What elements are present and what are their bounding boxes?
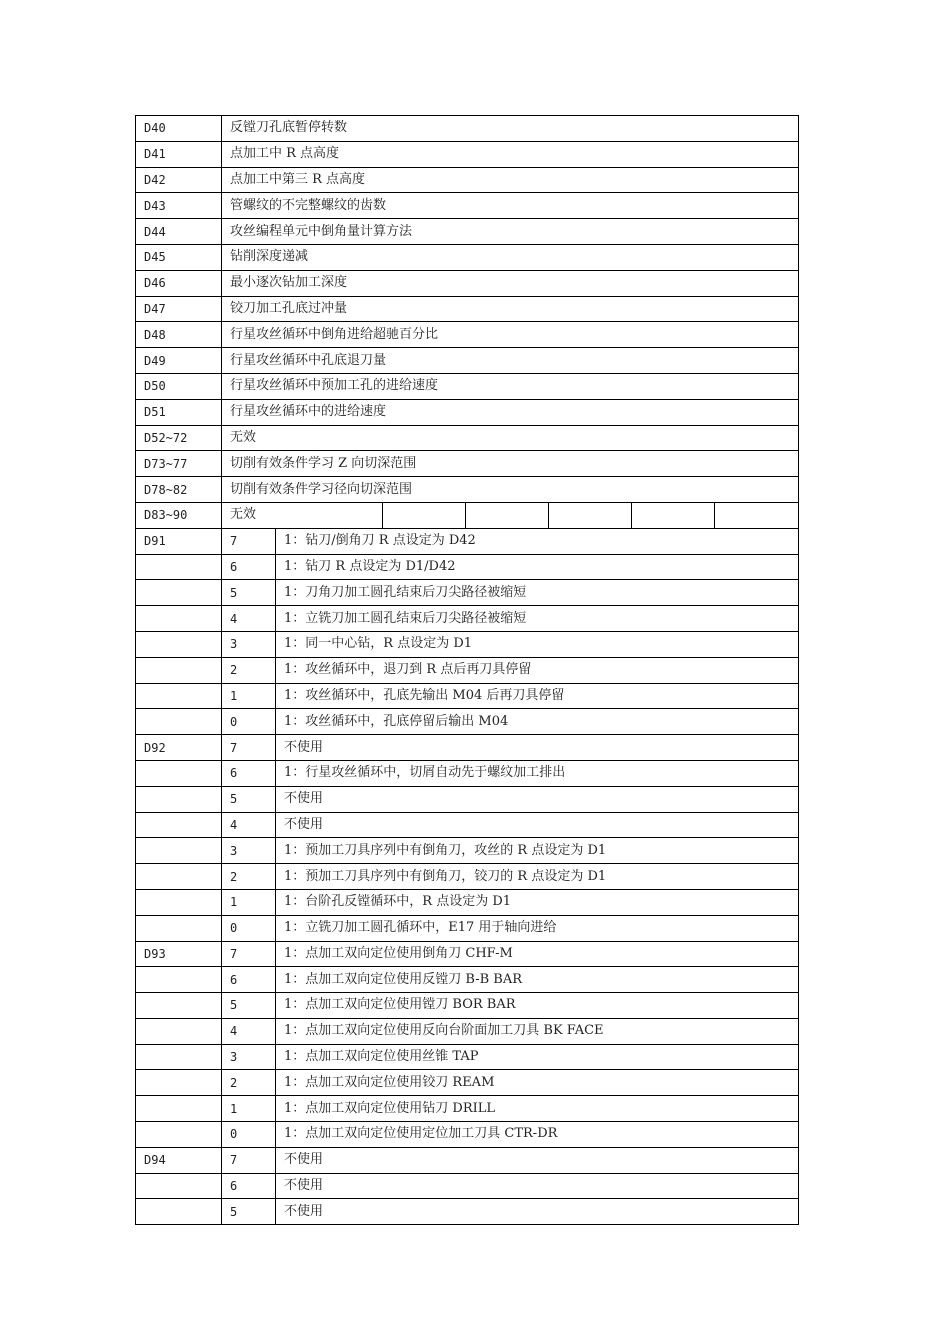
param-code-cell: D94 <box>136 1147 222 1173</box>
param-code-cell: D50 <box>136 373 222 399</box>
table-row <box>136 760 799 786</box>
param-code-cell: D83~90 <box>136 502 222 528</box>
bit-desc-cell: 不使用 <box>276 1173 799 1199</box>
bit-desc-cell: 1：刀角刀加工圆孔结束后刀尖路径被缩短 <box>276 580 799 606</box>
param-code-cell <box>136 967 222 993</box>
bit-number-cell: 4 <box>222 606 276 632</box>
empty-cell <box>383 502 466 528</box>
param-code-cell <box>136 1044 222 1070</box>
bit-number-cell: 4 <box>222 1018 276 1044</box>
empty-cell <box>549 502 632 528</box>
table-row <box>136 244 799 270</box>
param-desc-cell: 管螺纹的不完整螺纹的齿数 <box>222 193 799 219</box>
empty-cell <box>715 502 799 528</box>
param-code-cell: D42 <box>136 167 222 193</box>
bit-desc-cell: 1：立铣刀加工圆孔结束后刀尖路径被缩短 <box>276 606 799 632</box>
param-desc-cell: 切削有效条件学习径向切深范围 <box>222 477 799 503</box>
param-code-cell <box>136 1173 222 1199</box>
table-row <box>136 1070 799 1096</box>
param-code-cell <box>136 1096 222 1122</box>
table-row <box>136 1096 799 1122</box>
table-row <box>136 1147 799 1173</box>
bit-number-cell: 0 <box>222 709 276 735</box>
table-row <box>136 786 799 812</box>
bit-desc-cell: 1：台阶孔反镗循环中，R 点设定为 D1 <box>276 889 799 915</box>
param-code-cell: D48 <box>136 322 222 348</box>
param-desc-cell: 最小逐次钻加工深度 <box>222 270 799 296</box>
table-row <box>136 1173 799 1199</box>
table-row <box>136 941 799 967</box>
param-code-cell <box>136 580 222 606</box>
bit-number-cell: 6 <box>222 760 276 786</box>
param-code-cell <box>136 1070 222 1096</box>
bit-desc-cell: 1：点加工双向定位使用定位加工刀具 CTR-DR <box>276 1122 799 1148</box>
param-code-cell: D47 <box>136 296 222 322</box>
table-row <box>136 219 799 245</box>
table-row <box>136 709 799 735</box>
table-row <box>136 477 799 503</box>
bit-desc-cell: 不使用 <box>276 735 799 761</box>
param-code-cell: D73~77 <box>136 451 222 477</box>
param-code-cell: D40 <box>136 116 222 142</box>
param-code-cell <box>136 606 222 632</box>
bit-desc-cell: 1：钻刀/倒角刀 R 点设定为 D42 <box>276 528 799 554</box>
param-code-cell <box>136 709 222 735</box>
empty-cell <box>632 502 715 528</box>
table-row <box>136 373 799 399</box>
table-row <box>136 554 799 580</box>
bit-desc-cell: 1：同一中心钻，R 点设定为 D1 <box>276 631 799 657</box>
param-code-cell <box>136 786 222 812</box>
param-desc-cell: 点加工中 R 点高度 <box>222 141 799 167</box>
bit-number-cell: 5 <box>222 993 276 1019</box>
bit-desc-cell: 1：攻丝循环中，退刀到 R 点后再刀具停留 <box>276 657 799 683</box>
bit-number-cell: 7 <box>222 528 276 554</box>
param-code-cell: D91 <box>136 528 222 554</box>
bit-number-cell: 7 <box>222 735 276 761</box>
param-code-cell: D92 <box>136 735 222 761</box>
param-desc-cell: 行星攻丝循环中的进给速度 <box>222 399 799 425</box>
bit-number-cell: 3 <box>222 1044 276 1070</box>
param-code-cell: D51 <box>136 399 222 425</box>
param-code-cell <box>136 760 222 786</box>
param-code-cell <box>136 631 222 657</box>
table-row <box>136 631 799 657</box>
param-code-cell <box>136 838 222 864</box>
param-code-cell <box>136 864 222 890</box>
bit-desc-cell: 1：点加工双向定位使用镗刀 BOR BAR <box>276 993 799 1019</box>
table-row <box>136 915 799 941</box>
param-code-cell <box>136 657 222 683</box>
table-body <box>136 116 799 1225</box>
bit-desc-cell: 不使用 <box>276 812 799 838</box>
bit-number-cell: 1 <box>222 683 276 709</box>
table-row <box>136 1018 799 1044</box>
table-row <box>136 864 799 890</box>
bit-number-cell: 2 <box>222 864 276 890</box>
bit-desc-cell: 1：钻刀 R 点设定为 D1/D42 <box>276 554 799 580</box>
bit-number-cell: 7 <box>222 941 276 967</box>
bit-desc-cell: 1：预加工刀具序列中有倒角刀，铰刀的 R 点设定为 D1 <box>276 864 799 890</box>
param-code-cell: D78~82 <box>136 477 222 503</box>
table-row <box>136 657 799 683</box>
bit-number-cell: 3 <box>222 838 276 864</box>
param-code-cell <box>136 1018 222 1044</box>
bit-desc-cell: 1：攻丝循环中，孔底先输出 M04 后再刀具停留 <box>276 683 799 709</box>
empty-cell <box>466 502 549 528</box>
table-row <box>136 580 799 606</box>
param-desc-cell: 反镗刀孔底暂停转数 <box>222 116 799 142</box>
table-row <box>136 967 799 993</box>
bit-desc-cell: 1：点加工双向定位使用丝锥 TAP <box>276 1044 799 1070</box>
bit-number-cell: 6 <box>222 967 276 993</box>
table-row <box>136 1199 799 1225</box>
param-code-cell: D44 <box>136 219 222 245</box>
bit-desc-cell: 1：立铣刀加工圆孔循环中，E17 用于轴向进给 <box>276 915 799 941</box>
table-row <box>136 451 799 477</box>
param-code-cell: D41 <box>136 141 222 167</box>
param-code-cell <box>136 1122 222 1148</box>
table-row <box>136 606 799 632</box>
table-row <box>136 167 799 193</box>
param-code-cell: D52~72 <box>136 425 222 451</box>
bit-desc-cell: 1：行星攻丝循环中，切屑自动先于螺纹加工排出 <box>276 760 799 786</box>
bit-desc-cell: 1：点加工双向定位使用倒角刀 CHF-M <box>276 941 799 967</box>
bit-desc-cell: 不使用 <box>276 786 799 812</box>
bit-number-cell: 5 <box>222 580 276 606</box>
param-code-cell <box>136 812 222 838</box>
bit-number-cell: 5 <box>222 1199 276 1225</box>
bit-number-cell: 6 <box>222 554 276 580</box>
bit-number-cell: 0 <box>222 1122 276 1148</box>
param-code-cell <box>136 993 222 1019</box>
bit-desc-cell: 1：点加工双向定位使用钻刀 DRILL <box>276 1096 799 1122</box>
bit-number-cell: 1 <box>222 889 276 915</box>
table-row <box>136 889 799 915</box>
param-code-cell: D45 <box>136 244 222 270</box>
bit-desc-cell: 1：预加工刀具序列中有倒角刀，攻丝的 R 点设定为 D1 <box>276 838 799 864</box>
bit-number-cell: 2 <box>222 657 276 683</box>
param-code-cell <box>136 889 222 915</box>
table-row <box>136 838 799 864</box>
bit-desc-cell: 1：点加工双向定位使用反镗刀 B-B BAR <box>276 967 799 993</box>
param-code-cell <box>136 683 222 709</box>
table-row <box>136 399 799 425</box>
table-row <box>136 993 799 1019</box>
param-code-cell <box>136 1199 222 1225</box>
bit-desc-cell: 不使用 <box>276 1199 799 1225</box>
param-code-cell <box>136 554 222 580</box>
bit-number-cell: 1 <box>222 1096 276 1122</box>
table-row <box>136 1044 799 1070</box>
bit-desc-cell: 1：攻丝循环中，孔底停留后输出 M04 <box>276 709 799 735</box>
table-row <box>136 348 799 374</box>
param-code-cell: D43 <box>136 193 222 219</box>
bit-number-cell: 5 <box>222 786 276 812</box>
table-row <box>136 425 799 451</box>
bit-desc-cell: 1：点加工双向定位使用反向台阶面加工刀具 BK FACE <box>276 1018 799 1044</box>
bit-number-cell: 0 <box>222 915 276 941</box>
param-code-cell: D93 <box>136 941 222 967</box>
bit-number-cell: 6 <box>222 1173 276 1199</box>
param-desc-cell: 行星攻丝循环中倒角进给超驰百分比 <box>222 322 799 348</box>
table-row <box>136 1122 799 1148</box>
param-desc-cell: 钻削深度递减 <box>222 244 799 270</box>
param-desc-cell: 行星攻丝循环中预加工孔的进给速度 <box>222 373 799 399</box>
param-desc-cell: 切削有效条件学习 Z 向切深范围 <box>222 451 799 477</box>
table-row <box>136 296 799 322</box>
table-row <box>136 193 799 219</box>
param-desc-cell: 无效 <box>222 502 383 528</box>
param-desc-cell: 铰刀加工孔底过冲量 <box>222 296 799 322</box>
table-row <box>136 116 799 142</box>
bit-desc-cell: 不使用 <box>276 1147 799 1173</box>
bit-desc-cell: 1：点加工双向定位使用铰刀 REAM <box>276 1070 799 1096</box>
table-row <box>136 141 799 167</box>
parameter-table <box>135 115 799 1225</box>
table-row <box>136 270 799 296</box>
bit-number-cell: 7 <box>222 1147 276 1173</box>
bit-number-cell: 3 <box>222 631 276 657</box>
param-desc-cell: 点加工中第三 R 点高度 <box>222 167 799 193</box>
table-row <box>136 812 799 838</box>
bit-number-cell: 2 <box>222 1070 276 1096</box>
param-desc-cell: 行星攻丝循环中孔底退刀量 <box>222 348 799 374</box>
table-row <box>136 502 799 528</box>
param-code-cell: D49 <box>136 348 222 374</box>
param-code-cell <box>136 915 222 941</box>
table-row <box>136 735 799 761</box>
table-row <box>136 528 799 554</box>
bit-number-cell: 4 <box>222 812 276 838</box>
param-desc-cell: 攻丝编程单元中倒角量计算方法 <box>222 219 799 245</box>
param-code-cell: D46 <box>136 270 222 296</box>
table-row <box>136 683 799 709</box>
param-desc-cell: 无效 <box>222 425 799 451</box>
table-row <box>136 322 799 348</box>
